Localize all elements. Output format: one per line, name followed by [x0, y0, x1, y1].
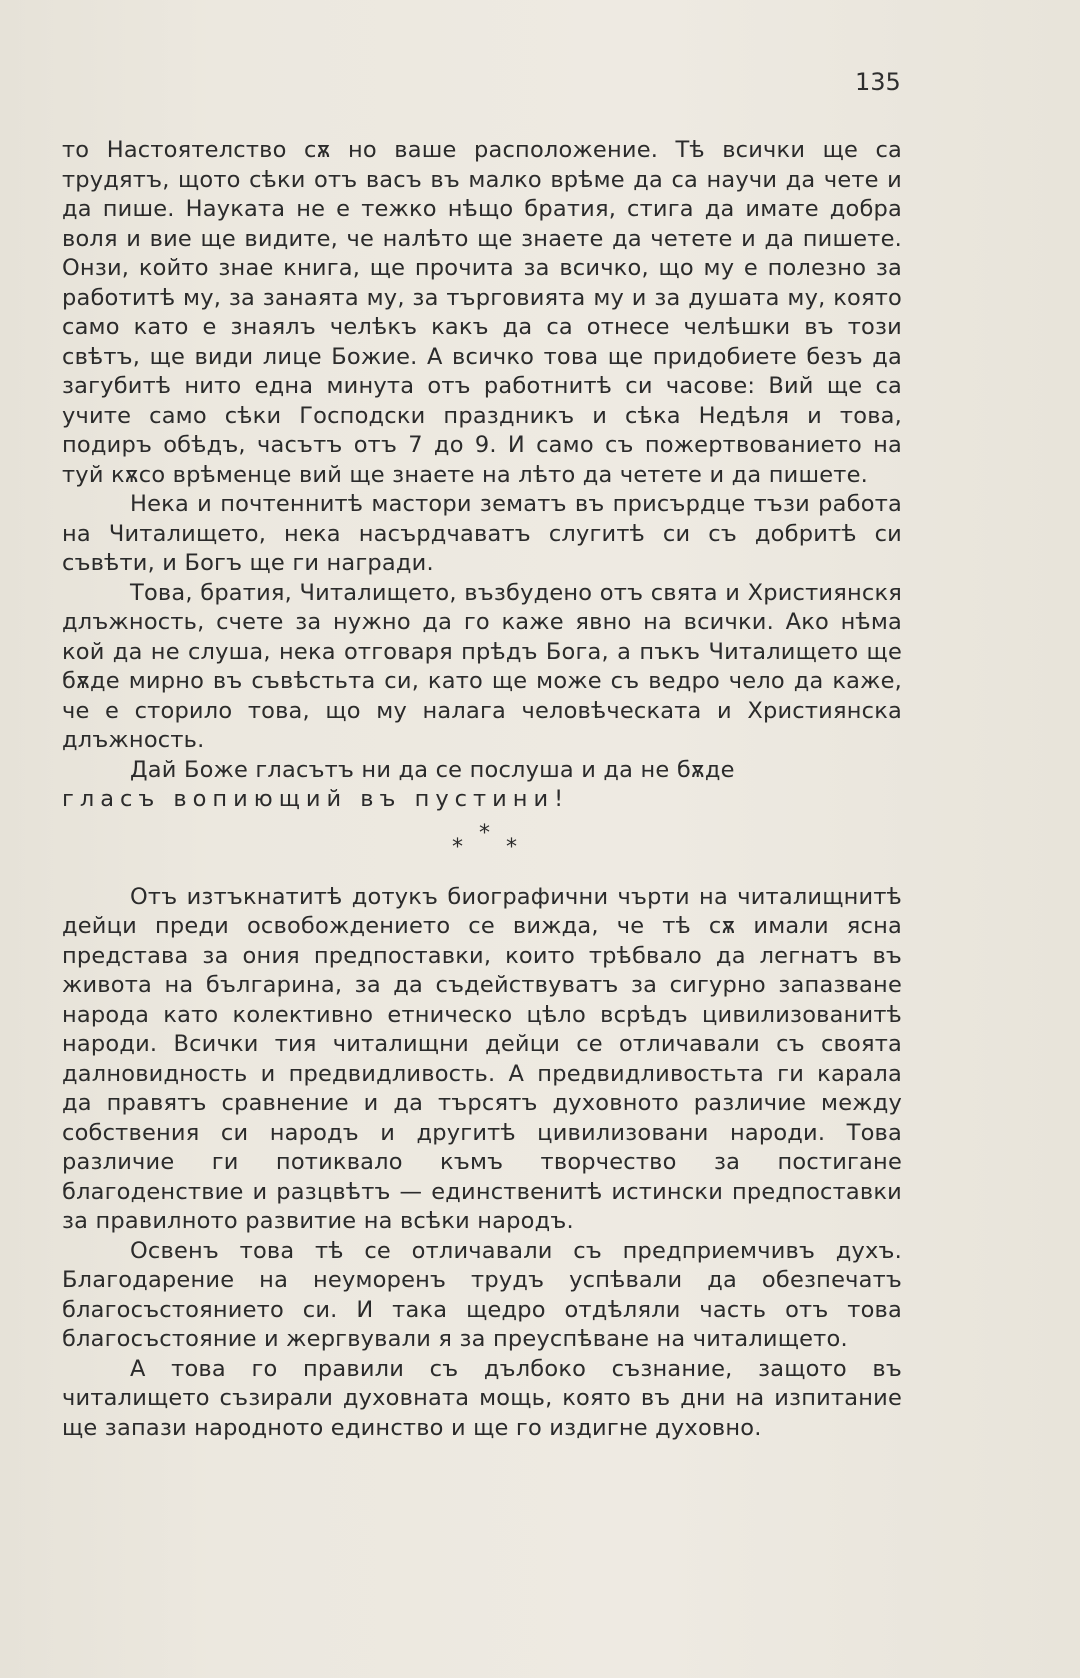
- paragraph-enterprise: Освенъ това тѣ се отличавали съ предприемчивъ духъ. Благодарение на неуморенъ трудъ успѣвали да обезпечатъ благосъстоянието си. И така щедро отдѣляли часть отъ това благосъстояние и жергвували я за преуспѣване на читалището.: [62, 1237, 902, 1352]
- asterisk-left: *: [452, 834, 464, 860]
- asterism-separator: [62, 819, 902, 869]
- asterisk-top: *: [479, 820, 491, 846]
- paragraph-masters: Нека и почтеннитѣ мастори зематъ въ присърдце тъзи работа на Читалището, нека насърдчаватъ слугитѣ си съ добритѣ си съвѣти, и Богъ ще ги награди.: [62, 491, 902, 576]
- page-number: 135: [855, 68, 901, 96]
- paragraph-biographies: Отъ изтъкнатитѣ дотукъ биографични чърти на читалищнитѣ дейци преди освобождението се вижда, че тѣ сѫ имали ясна представа за ония предпоставки, които трѣбвало да легнатъ въ живота на българина, за да съдействуватъ за сигурно запазване народа като колективно етническо цѣло всрѣдъ цивилизованитѣ народи. Всички тия читалищни дейци се отличавали съ своята далновидность и предвидливость. А предвидливостьта ги карала да правятъ сравнение и да търсятъ духовното различие между собствения си народъ и другитѣ цивилизовани народи. Това различие ги потиквало къмъ творчество за постигане благоденствие и разцвѣтъ — единственитѣ истински предпоставки за правилното развитие на всѣки народъ.: [62, 883, 902, 1234]
- paragraph-continuation: то Настоятелство сѫ но ваше расположение. Тѣ всички ще са трудятъ, щото сѣки отъ васъ въ малко врѣме да са научи да чете и да пише. Науката не е тежко нѣщо братия, стига да имате добра воля и вие ще видите, че налѣто ще знаете да четете и да пишете. Онзи, който знае книга, ще прочита за всичко, що му е полезно за работитѣ му, за занаята му, за търговията му и за душата му, която само като е знаялъ челѣкъ какъ да са отнесе челѣшки въ този свѣтъ, ще види лице Божие. А всичко това ще придобиете безъ да загубитѣ нито една минута отъ работнитѣ си часове: Вий ще са учите само сѣки Господски праздникъ и сѣка Недѣля и това, подиръ обѣдъ, часътъ отъ 7 до 9. И само съ пожертвованието на туй кѫсо врѣменце вий ще знаете на лѣто да четете и да пишете.: [62, 137, 902, 488]
- paragraph-closing-line2: гласъ вопиющий въ пустини!: [62, 786, 570, 812]
- paragraph-duty: Това, братия, Читалището, възбудено отъ свята и Християнскя длъжность, счете за нужно да го каже явно на всички. Ако нѣма кой да не слуша, нека отговаря прѣдъ Бога, а пъкъ Читалището ще бѫде мирно въ съвѣстьта си, като ще може съ ведро чело да каже, че е сторило това, що му налага человѣческата и Християнска длъжность.: [62, 579, 902, 753]
- body-text: [62, 136, 902, 1443]
- paragraph-consciousness: А това го правили съ дълбоко съзнание, защото въ читалището съзирали духовната мощь, която въ дни на изпитание ще запази народното единство и ще го издигне духовно.: [62, 1355, 902, 1441]
- paragraph-closing-line1: Дай Боже гласътъ ни да се послуша и да не бѫде: [130, 756, 735, 783]
- asterisk-right: *: [506, 834, 518, 860]
